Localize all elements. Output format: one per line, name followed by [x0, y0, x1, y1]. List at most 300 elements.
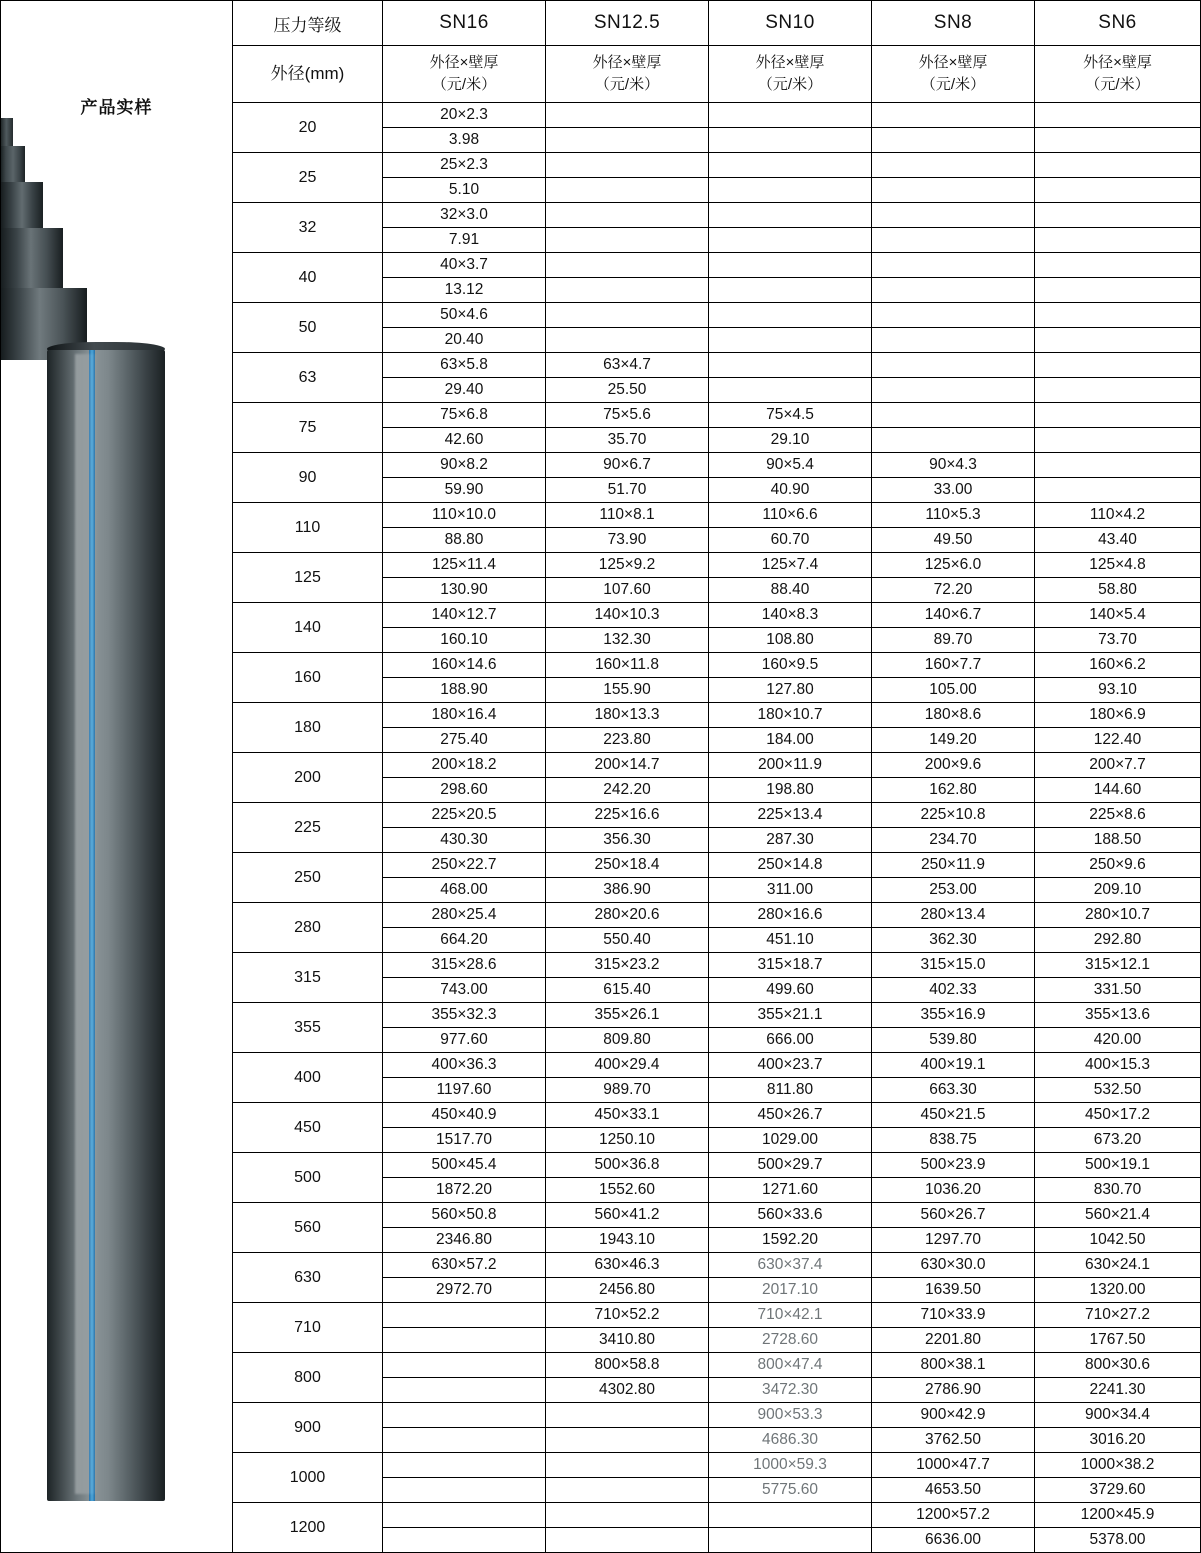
- cell-dimension: 200×14.7: [546, 753, 709, 778]
- cell-dimension: 630×46.3: [546, 1253, 709, 1278]
- cell-price: 105.00: [872, 678, 1035, 703]
- cell-dimension: 400×29.4: [546, 1053, 709, 1078]
- header-pressure-grade: 压力等级: [233, 1, 383, 46]
- row-outer-diameter: 1000: [233, 1453, 383, 1503]
- cell-dimension: [1035, 303, 1201, 328]
- cell-price: 188.50: [1035, 828, 1201, 853]
- cell-price: 1592.20: [709, 1228, 872, 1253]
- cell-price: 3.98: [383, 128, 546, 153]
- cell-price: 666.00: [709, 1028, 872, 1053]
- cell-price: 1552.60: [546, 1178, 709, 1203]
- cell-price: 673.20: [1035, 1128, 1201, 1153]
- cell-dimension: 40×3.7: [383, 253, 546, 278]
- cell-price: 20.40: [383, 328, 546, 353]
- cell-dimension: 500×23.9: [872, 1153, 1035, 1178]
- cell-dimension: 160×6.2: [1035, 653, 1201, 678]
- cell-dimension: [546, 1453, 709, 1478]
- cell-price: 811.80: [709, 1078, 872, 1103]
- row-outer-diameter: 90: [233, 453, 383, 503]
- cell-dimension: 710×42.1: [709, 1303, 872, 1328]
- cell-dimension: 140×5.4: [1035, 603, 1201, 628]
- cell-price: [872, 328, 1035, 353]
- cell-price: 60.70: [709, 528, 872, 553]
- cell-dimension: 125×11.4: [383, 553, 546, 578]
- cell-dimension: 355×16.9: [872, 1003, 1035, 1028]
- cell-dimension: 75×6.8: [383, 403, 546, 428]
- cell-price: 451.10: [709, 928, 872, 953]
- row-outer-diameter: 32: [233, 203, 383, 253]
- row-outer-diameter: 125: [233, 553, 383, 603]
- cell-dimension: 110×6.6: [709, 503, 872, 528]
- cell-price: 2201.80: [872, 1328, 1035, 1353]
- cell-price: 162.80: [872, 778, 1035, 803]
- cell-dimension: 355×26.1: [546, 1003, 709, 1028]
- cell-dimension: 1000×38.2: [1035, 1453, 1201, 1478]
- cell-price: [872, 228, 1035, 253]
- cell-price: 2346.80: [383, 1228, 546, 1253]
- cell-dimension: 900×53.3: [709, 1403, 872, 1428]
- header-outer-diameter: 外径(mm): [233, 46, 383, 103]
- cell-price: 532.50: [1035, 1078, 1201, 1103]
- cell-dimension: 225×13.4: [709, 803, 872, 828]
- cell-price: 663.30: [872, 1078, 1035, 1103]
- cell-dimension: 355×13.6: [1035, 1003, 1201, 1028]
- cell-price: 2241.30: [1035, 1378, 1201, 1403]
- cell-price: [709, 328, 872, 353]
- cell-dimension: 140×6.7: [872, 603, 1035, 628]
- cell-price: 5775.60: [709, 1478, 872, 1503]
- cell-dimension: 560×50.8: [383, 1203, 546, 1228]
- cell-price: [383, 1478, 546, 1503]
- cell-dimension: 110×4.2: [1035, 503, 1201, 528]
- cell-price: 88.80: [383, 528, 546, 553]
- cell-price: [1035, 228, 1201, 253]
- cell-dimension: 315×12.1: [1035, 953, 1201, 978]
- row-outer-diameter: 250: [233, 853, 383, 903]
- row-outer-diameter: 280: [233, 903, 383, 953]
- cell-dimension: [709, 153, 872, 178]
- cell-dimension: 225×20.5: [383, 803, 546, 828]
- cell-price: 242.20: [546, 778, 709, 803]
- cell-dimension: [872, 153, 1035, 178]
- cell-dimension: 75×5.6: [546, 403, 709, 428]
- cell-dimension: 450×26.7: [709, 1103, 872, 1128]
- row-outer-diameter: 225: [233, 803, 383, 853]
- cell-price: [1035, 178, 1201, 203]
- header-row-grades: [1, 1, 1201, 46]
- cell-price: 4653.50: [872, 1478, 1035, 1503]
- cell-dimension: 125×4.8: [1035, 553, 1201, 578]
- cell-dimension: 180×6.9: [1035, 703, 1201, 728]
- cell-dimension: 630×57.2: [383, 1253, 546, 1278]
- cell-dimension: 250×14.8: [709, 853, 872, 878]
- cell-price: 88.40: [709, 578, 872, 603]
- cell-price: 93.10: [1035, 678, 1201, 703]
- cell-dimension: 710×33.9: [872, 1303, 1035, 1328]
- cell-price: 127.80: [709, 678, 872, 703]
- cell-price: 3472.30: [709, 1378, 872, 1403]
- cell-price: 2017.10: [709, 1278, 872, 1303]
- cell-dimension: 75×4.5: [709, 403, 872, 428]
- cell-price: 73.90: [546, 528, 709, 553]
- cell-price: [872, 178, 1035, 203]
- cell-price: [546, 178, 709, 203]
- row-outer-diameter: 630: [233, 1253, 383, 1303]
- header-units-line1: 外径×壁厚: [1083, 54, 1152, 72]
- cell-dimension: 110×8.1: [546, 503, 709, 528]
- cell-dimension: [546, 103, 709, 128]
- cell-dimension: 160×14.6: [383, 653, 546, 678]
- cell-price: 107.60: [546, 578, 709, 603]
- cell-dimension: [383, 1453, 546, 1478]
- cell-price: 130.90: [383, 578, 546, 603]
- cell-dimension: 315×23.2: [546, 953, 709, 978]
- cell-price: [383, 1528, 546, 1553]
- cell-dimension: 630×24.1: [1035, 1253, 1201, 1278]
- cell-price: 33.00: [872, 478, 1035, 503]
- header-grade-sn8: SN8: [872, 1, 1035, 46]
- cell-dimension: 180×16.4: [383, 703, 546, 728]
- cell-price: 362.30: [872, 928, 1035, 953]
- cell-dimension: 180×10.7: [709, 703, 872, 728]
- cell-dimension: [872, 353, 1035, 378]
- cell-dimension: [872, 303, 1035, 328]
- cell-dimension: [1035, 403, 1201, 428]
- cell-price: 2728.60: [709, 1328, 872, 1353]
- cell-price: 7.91: [383, 228, 546, 253]
- cell-dimension: [872, 103, 1035, 128]
- cell-price: 49.50: [872, 528, 1035, 553]
- header-units-line2: （元/米）: [594, 76, 660, 93]
- cell-price: 209.10: [1035, 878, 1201, 903]
- cell-price: [872, 428, 1035, 453]
- cell-dimension: 800×38.1: [872, 1353, 1035, 1378]
- cell-dimension: 400×19.1: [872, 1053, 1035, 1078]
- cell-dimension: [709, 353, 872, 378]
- cell-dimension: [546, 253, 709, 278]
- cell-dimension: 225×8.6: [1035, 803, 1201, 828]
- row-outer-diameter: 40: [233, 253, 383, 303]
- cell-dimension: 560×21.4: [1035, 1203, 1201, 1228]
- cell-price: [546, 1528, 709, 1553]
- cell-dimension: [383, 1503, 546, 1528]
- cell-dimension: 200×7.7: [1035, 753, 1201, 778]
- cell-dimension: 355×21.1: [709, 1003, 872, 1028]
- cell-dimension: [546, 303, 709, 328]
- cell-dimension: 125×9.2: [546, 553, 709, 578]
- cell-price: 2972.70: [383, 1278, 546, 1303]
- cell-dimension: [383, 1303, 546, 1328]
- cell-price: [383, 1428, 546, 1453]
- cell-price: 977.60: [383, 1028, 546, 1053]
- cell-price: 184.00: [709, 728, 872, 753]
- cell-price: [546, 1478, 709, 1503]
- cell-price: [546, 278, 709, 303]
- cell-dimension: 125×7.4: [709, 553, 872, 578]
- cell-dimension: 200×11.9: [709, 753, 872, 778]
- cell-price: 3016.20: [1035, 1428, 1201, 1453]
- cell-price: 356.30: [546, 828, 709, 853]
- cell-dimension: 200×18.2: [383, 753, 546, 778]
- cell-dimension: [872, 403, 1035, 428]
- cell-dimension: 560×33.6: [709, 1203, 872, 1228]
- cell-price: [872, 128, 1035, 153]
- row-outer-diameter: 500: [233, 1153, 383, 1203]
- cell-price: 5.10: [383, 178, 546, 203]
- cell-dimension: 450×33.1: [546, 1103, 709, 1128]
- cell-dimension: 710×52.2: [546, 1303, 709, 1328]
- cell-price: [709, 128, 872, 153]
- cell-dimension: 160×7.7: [872, 653, 1035, 678]
- cell-dimension: 450×17.2: [1035, 1103, 1201, 1128]
- cell-price: 386.90: [546, 878, 709, 903]
- cell-price: 539.80: [872, 1028, 1035, 1053]
- cell-dimension: 25×2.3: [383, 153, 546, 178]
- cell-dimension: 250×11.9: [872, 853, 1035, 878]
- cell-dimension: 800×47.4: [709, 1353, 872, 1378]
- cell-dimension: [546, 1503, 709, 1528]
- cell-dimension: 400×36.3: [383, 1053, 546, 1078]
- header-grade-sn12.5: SN12.5: [546, 1, 709, 46]
- header-units-line2: （元/米）: [757, 76, 823, 93]
- cell-price: [872, 278, 1035, 303]
- cell-dimension: 90×5.4: [709, 453, 872, 478]
- cell-dimension: 225×16.6: [546, 803, 709, 828]
- cell-dimension: 250×22.7: [383, 853, 546, 878]
- cell-price: 42.60: [383, 428, 546, 453]
- cell-dimension: [709, 1503, 872, 1528]
- cell-price: 830.70: [1035, 1178, 1201, 1203]
- cell-dimension: 500×36.8: [546, 1153, 709, 1178]
- cell-dimension: 900×34.4: [1035, 1403, 1201, 1428]
- cell-dimension: 400×15.3: [1035, 1053, 1201, 1078]
- row-outer-diameter: 560: [233, 1203, 383, 1253]
- row-outer-diameter: 800: [233, 1353, 383, 1403]
- cell-dimension: 280×20.6: [546, 903, 709, 928]
- cell-dimension: [1035, 253, 1201, 278]
- cell-price: 29.10: [709, 428, 872, 453]
- cell-dimension: 450×21.5: [872, 1103, 1035, 1128]
- header-units-sn8: [872, 46, 1035, 103]
- hdpe-pipe-photo-icon: [1, 118, 231, 1501]
- cell-price: 550.40: [546, 928, 709, 953]
- cell-dimension: 250×18.4: [546, 853, 709, 878]
- cell-price: 89.70: [872, 628, 1035, 653]
- cell-dimension: 560×41.2: [546, 1203, 709, 1228]
- cell-price: 1943.10: [546, 1228, 709, 1253]
- cell-price: 664.20: [383, 928, 546, 953]
- cell-price: 13.12: [383, 278, 546, 303]
- header-units-line1: 外径×壁厚: [592, 54, 662, 72]
- cell-dimension: [546, 203, 709, 228]
- cell-dimension: 63×5.8: [383, 353, 546, 378]
- cell-dimension: 450×40.9: [383, 1103, 546, 1128]
- cell-dimension: [546, 1403, 709, 1428]
- cell-dimension: 800×58.8: [546, 1353, 709, 1378]
- cell-price: 1872.20: [383, 1178, 546, 1203]
- cell-price: [872, 378, 1035, 403]
- row-outer-diameter: 450: [233, 1103, 383, 1153]
- cell-price: [546, 228, 709, 253]
- cell-price: 2456.80: [546, 1278, 709, 1303]
- cell-dimension: 50×4.6: [383, 303, 546, 328]
- header-units-line2: （元/米）: [1085, 76, 1150, 93]
- cell-price: 108.80: [709, 628, 872, 653]
- cell-price: 287.30: [709, 828, 872, 853]
- cell-dimension: 400×23.7: [709, 1053, 872, 1078]
- cell-dimension: 110×5.3: [872, 503, 1035, 528]
- cell-price: 420.00: [1035, 1028, 1201, 1053]
- row-outer-diameter: 110: [233, 503, 383, 553]
- cell-price: 402.33: [872, 978, 1035, 1003]
- header-units-line1: 外径×壁厚: [429, 54, 499, 72]
- cell-price: 430.30: [383, 828, 546, 853]
- cell-price: 160.10: [383, 628, 546, 653]
- cell-dimension: 1200×45.9: [1035, 1503, 1201, 1528]
- cell-price: 188.90: [383, 678, 546, 703]
- cell-price: [709, 228, 872, 253]
- cell-dimension: 900×42.9: [872, 1403, 1035, 1428]
- row-outer-diameter: 50: [233, 303, 383, 353]
- cell-price: 331.50: [1035, 978, 1201, 1003]
- cell-price: 122.40: [1035, 728, 1201, 753]
- cell-dimension: 315×28.6: [383, 953, 546, 978]
- cell-price: 743.00: [383, 978, 546, 1003]
- cell-dimension: 140×10.3: [546, 603, 709, 628]
- cell-dimension: [1035, 203, 1201, 228]
- cell-price: 2786.90: [872, 1378, 1035, 1403]
- cell-dimension: 90×8.2: [383, 453, 546, 478]
- cell-dimension: 560×26.7: [872, 1203, 1035, 1228]
- cell-price: 1517.70: [383, 1128, 546, 1153]
- row-outer-diameter: 400: [233, 1053, 383, 1103]
- cell-price: 499.60: [709, 978, 872, 1003]
- row-outer-diameter: 710: [233, 1303, 383, 1353]
- cell-dimension: [709, 303, 872, 328]
- header-units-line2: （元/米）: [431, 76, 497, 93]
- cell-dimension: 180×8.6: [872, 703, 1035, 728]
- cell-dimension: [872, 203, 1035, 228]
- cell-price: 1320.00: [1035, 1278, 1201, 1303]
- cell-price: 149.20: [872, 728, 1035, 753]
- cell-price: 132.30: [546, 628, 709, 653]
- cell-price: 253.00: [872, 878, 1035, 903]
- cell-dimension: 280×25.4: [383, 903, 546, 928]
- cell-price: 3762.50: [872, 1428, 1035, 1453]
- cell-price: 43.40: [1035, 528, 1201, 553]
- cell-dimension: 250×9.6: [1035, 853, 1201, 878]
- cell-price: 298.60: [383, 778, 546, 803]
- cell-price: 223.80: [546, 728, 709, 753]
- header-units-sn16: [383, 46, 546, 103]
- header-units-line1: 外径×壁厚: [918, 54, 988, 72]
- cell-dimension: 280×16.6: [709, 903, 872, 928]
- photo-panel-title: 产品实样: [80, 97, 153, 117]
- cell-dimension: 500×29.7: [709, 1153, 872, 1178]
- header-units-line2: （元/米）: [920, 76, 986, 93]
- cell-dimension: 90×4.3: [872, 453, 1035, 478]
- cell-price: 6636.00: [872, 1528, 1035, 1553]
- row-outer-diameter: 75: [233, 403, 383, 453]
- cell-dimension: 315×18.7: [709, 953, 872, 978]
- cell-price: [546, 128, 709, 153]
- cell-price: 311.00: [709, 878, 872, 903]
- header-units-line1: 外径×壁厚: [755, 54, 825, 72]
- cell-price: 4302.80: [546, 1378, 709, 1403]
- cell-dimension: 500×19.1: [1035, 1153, 1201, 1178]
- header-grade-sn6: SN6: [1035, 1, 1201, 46]
- row-outer-diameter: 200: [233, 753, 383, 803]
- row-outer-diameter: 25: [233, 153, 383, 203]
- cell-dimension: 180×13.3: [546, 703, 709, 728]
- cell-price: 234.70: [872, 828, 1035, 853]
- cell-price: [709, 1528, 872, 1553]
- cell-dimension: 1000×59.3: [709, 1453, 872, 1478]
- cell-price: 40.90: [709, 478, 872, 503]
- cell-dimension: 225×10.8: [872, 803, 1035, 828]
- cell-price: 1250.10: [546, 1128, 709, 1153]
- cell-dimension: 315×15.0: [872, 953, 1035, 978]
- cell-price: 29.40: [383, 378, 546, 403]
- cell-price: [383, 1328, 546, 1353]
- cell-dimension: 20×2.3: [383, 103, 546, 128]
- header-grade-sn10: SN10: [709, 1, 872, 46]
- row-outer-diameter: 63: [233, 353, 383, 403]
- cell-dimension: 1000×47.7: [872, 1453, 1035, 1478]
- cell-dimension: 140×12.7: [383, 603, 546, 628]
- row-outer-diameter: 355: [233, 1003, 383, 1053]
- cell-dimension: [709, 103, 872, 128]
- cell-dimension: [709, 203, 872, 228]
- cell-price: 1029.00: [709, 1128, 872, 1153]
- row-outer-diameter: 160: [233, 653, 383, 703]
- cell-price: [546, 328, 709, 353]
- cell-dimension: 110×10.0: [383, 503, 546, 528]
- cell-price: [383, 1378, 546, 1403]
- cell-dimension: 90×6.7: [546, 453, 709, 478]
- cell-dimension: 160×9.5: [709, 653, 872, 678]
- cell-price: [1035, 278, 1201, 303]
- row-outer-diameter: 900: [233, 1403, 383, 1453]
- cell-price: [709, 278, 872, 303]
- cell-price: 1639.50: [872, 1278, 1035, 1303]
- cell-dimension: 160×11.8: [546, 653, 709, 678]
- cell-dimension: 140×8.3: [709, 603, 872, 628]
- cell-price: 1297.70: [872, 1228, 1035, 1253]
- cell-dimension: [1035, 453, 1201, 478]
- cell-price: 3410.80: [546, 1328, 709, 1353]
- cell-price: 809.80: [546, 1028, 709, 1053]
- cell-price: [1035, 328, 1201, 353]
- cell-price: [1035, 128, 1201, 153]
- cell-dimension: 355×32.3: [383, 1003, 546, 1028]
- row-outer-diameter: 20: [233, 103, 383, 153]
- cell-dimension: 710×27.2: [1035, 1303, 1201, 1328]
- cell-price: 1036.20: [872, 1178, 1035, 1203]
- row-outer-diameter: 180: [233, 703, 383, 753]
- cell-price: 72.20: [872, 578, 1035, 603]
- cell-dimension: 280×10.7: [1035, 903, 1201, 928]
- cell-dimension: [1035, 353, 1201, 378]
- cell-dimension: [1035, 103, 1201, 128]
- cell-price: 1042.50: [1035, 1228, 1201, 1253]
- cell-price: [709, 378, 872, 403]
- cell-price: 5378.00: [1035, 1528, 1201, 1553]
- cell-dimension: 280×13.4: [872, 903, 1035, 928]
- cell-price: 989.70: [546, 1078, 709, 1103]
- cell-price: 292.80: [1035, 928, 1201, 953]
- cell-price: 275.40: [383, 728, 546, 753]
